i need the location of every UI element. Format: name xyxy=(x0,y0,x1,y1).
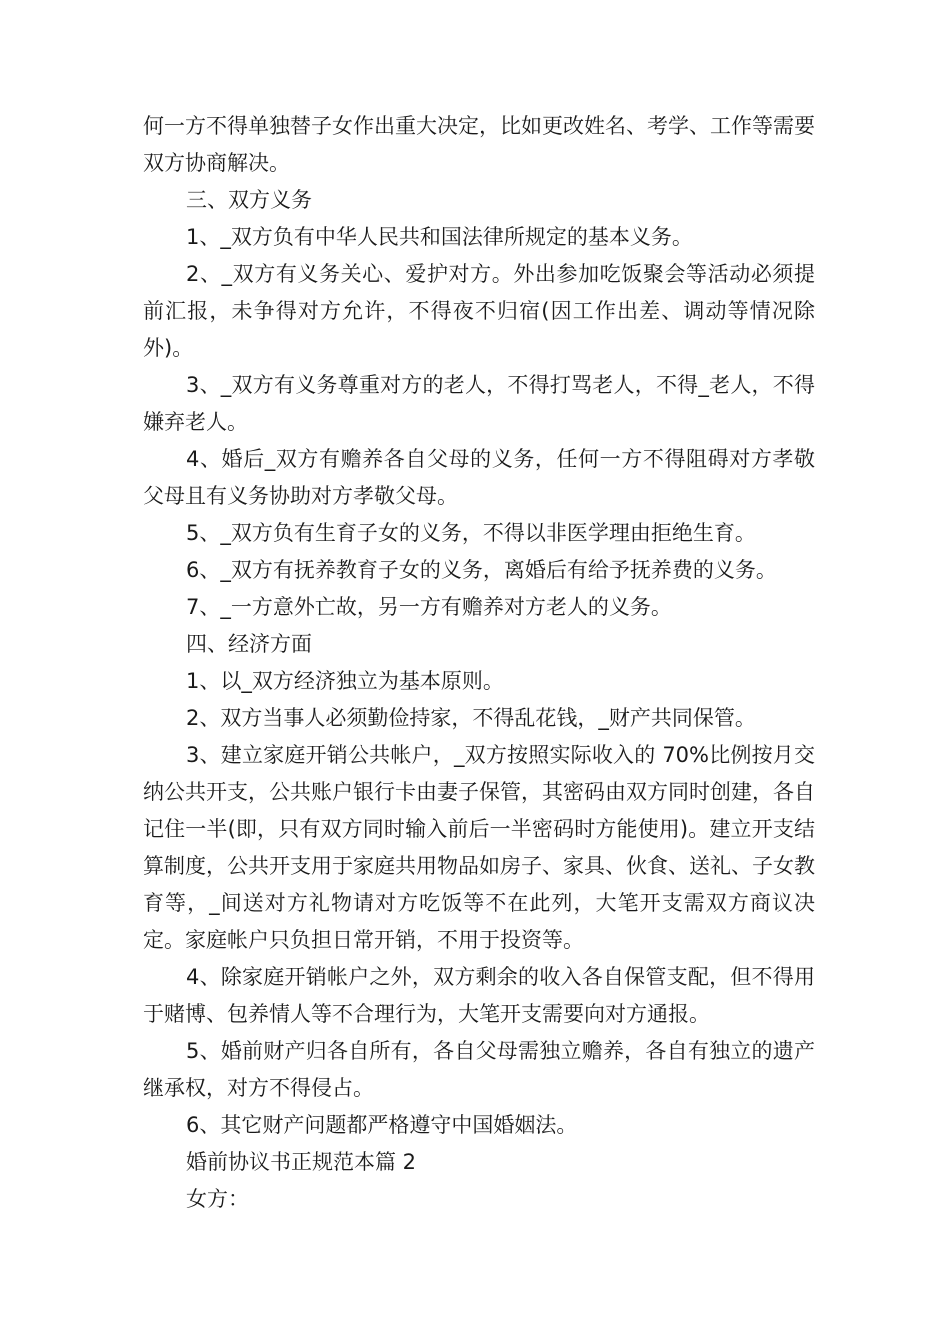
paragraph-obligation-3: 3、_双方有义务尊重对方的老人，不得打骂老人，不得_老人，不得嫌弃老人。 xyxy=(143,373,815,434)
paragraph-obligation-2: 2、_双方有义务关心、爱护对方。外出参加吃饭聚会等活动必须提前汇报，未争得对方允许，不得夜不归宿(因工作出差、调动等情况除外)。 xyxy=(143,262,815,360)
paragraph-obligation-6: 6、_双方有抚养教育子女的义务，离婚后有给予抚养费的义务。 xyxy=(186,558,777,582)
paragraph-continuation: 何一方不得单独替子女作出重大决定，比如更改姓名、考学、工作等需要双方协商解决。 xyxy=(143,114,815,175)
paragraph-obligation-5: 5、_双方负有生育子女的义务，不得以非医学理由拒绝生育。 xyxy=(186,521,756,545)
section-heading-economy: 四、经济方面 xyxy=(186,632,312,656)
paragraph-economy-4: 4、除家庭开销帐户之外，双方剩余的收入各自保管支配，但不得用于赌博、包养情人等不合理行为，大笔开支需要向对方通报。 xyxy=(143,965,815,1026)
paragraph-economy-3: 3、建立家庭开销公共帐户，_双方按照实际收入的 70%比例按月交纳公共开支，公共账户银行卡由妻子保管，其密码由双方同时创建，各自记住一半(即，只有双方同时输入前后一半密码时方能使用)。建立开支结算制度，公共开支用于家庭共用物品如房子、家具、伙食、送礼、子女教育等，_间送对方礼物请对方吃饭等不在此列，大笔开支需双方商议决定。家庭帐户只负担日常开销，不用于投资等。 xyxy=(143,743,815,952)
document-body xyxy=(143,108,815,1218)
paragraph-economy-6: 6、其它财产问题都严格遵守中国婚姻法。 xyxy=(186,1113,578,1137)
section-heading-obligations: 三、双方义务 xyxy=(186,188,312,212)
paragraph-obligation-7: 7、_一方意外亡故，另一方有赡养对方老人的义务。 xyxy=(186,595,672,619)
paragraph-obligation-1: 1、_双方负有中华人民共和国法律所规定的基本义务。 xyxy=(186,225,693,249)
paragraph-economy-5: 5、婚前财产归各自所有，各自父母需独立赡养，各自有独立的遗产继承权，对方不得侵占。 xyxy=(143,1039,815,1100)
paragraph-obligation-4: 4、婚后_双方有赡养各自父母的义务，任何一方不得阻碍对方孝敬父母且有义务协助对方孝敬父母。 xyxy=(143,447,815,508)
paragraph-economy-1: 1、以_双方经济独立为基本原则。 xyxy=(186,669,504,693)
paragraph-economy-2: 2、双方当事人必须勤俭持家，不得乱花钱，_财产共同保管。 xyxy=(186,706,756,730)
document-subtitle: 婚前协议书正规范本篇 2 xyxy=(186,1150,417,1174)
party-label-female: 女方： xyxy=(186,1187,249,1211)
